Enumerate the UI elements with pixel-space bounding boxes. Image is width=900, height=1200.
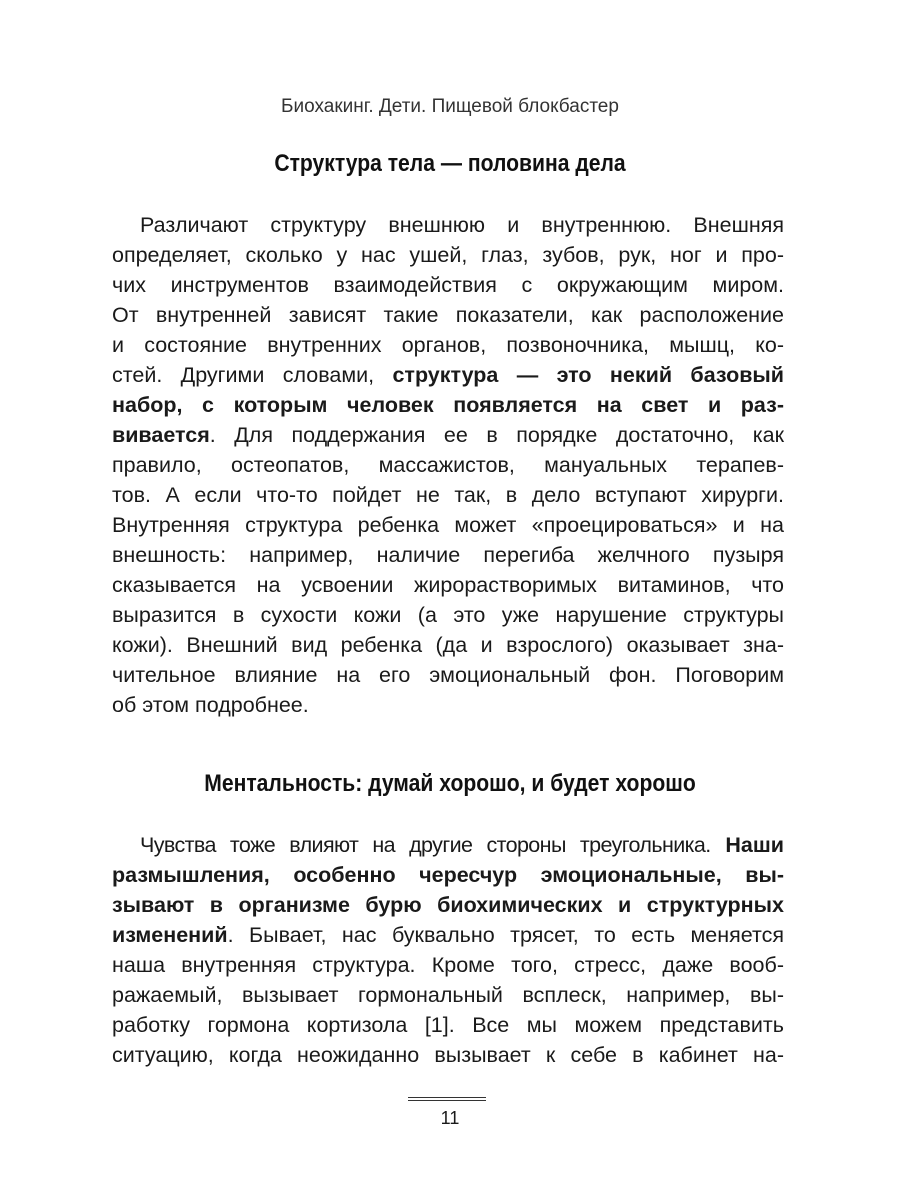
text-line: правило, остеопатов, массажистов, мануальных терапев-	[112, 453, 784, 477]
bold-text: зывают в организме бурю биохимических и структурных	[112, 893, 784, 917]
text-line: наша внутренняя структура. Кроме того, стресс, даже вооб-	[112, 953, 784, 977]
text-line	[112, 360, 784, 390]
text-line: работку гормона кортизола [1]. Все мы можем представить	[112, 1013, 784, 1037]
text-line: Внутренняя структура ребенка может «проецироваться» и на	[112, 513, 784, 537]
section-heading: Ментальность: думай хорошо, и будет хорошо	[204, 770, 696, 797]
bold-text: изменений	[112, 923, 228, 947]
page-number: 11	[440, 1108, 460, 1128]
paragraph	[112, 210, 784, 720]
text-line	[112, 860, 784, 890]
text-line: От внутренней зависят такие показатели, как расположение	[112, 303, 784, 327]
text-run: Чувства тоже влияют на другие стороны треугольника.	[140, 833, 711, 857]
text-line	[112, 920, 784, 950]
text-line	[112, 890, 784, 920]
text-line	[112, 830, 784, 860]
bold-text: структура — это некий базовый	[392, 363, 784, 387]
text-line: ситуацию, когда неожиданно вызывает к себе в кабинет на-	[112, 1043, 784, 1067]
text-line: сказывается на усвоении жирорастворимых витаминов, что	[112, 573, 784, 597]
text-line: чительное влияние на его эмоциональный фон. Поговорим	[112, 663, 784, 687]
text-line: тов. А если что-то пойдет не так, в дело вступают хирурги.	[112, 483, 784, 507]
paragraph	[112, 830, 784, 1070]
text-line: выразится в сухости кожи (а это уже нарушение структуры	[112, 603, 784, 627]
text-line	[112, 390, 784, 420]
text-line: и состояние внутренних органов, позвоночника, мышц, ко-	[112, 333, 784, 357]
text-run: стей. Другими словами,	[112, 363, 375, 387]
bold-text: набор, с которым человек появляется на свет и раз-	[112, 393, 784, 417]
footer-divider	[408, 1097, 486, 1101]
section-heading: Структура тела — половина дела	[274, 150, 626, 177]
bold-text: вивается	[112, 423, 210, 447]
text-run: . Бывает, нас буквально трясет, то есть меняется	[227, 923, 784, 947]
text-line: внешность: например, наличие перегиба желчного пузыря	[112, 543, 784, 567]
text-line: кожи). Внешний вид ребенка (да и взрослого) оказывает зна-	[112, 633, 784, 657]
text-line: ражаемый, вызывает гормональный всплеск, например, вы-	[112, 983, 784, 1007]
text-line	[112, 420, 784, 450]
running-header: Биохакинг. Дети. Пищевой блокбастер	[281, 96, 619, 117]
bold-text: Наши	[725, 833, 784, 857]
text-line: Различают структуру внешнюю и внутреннюю. Внешняя	[140, 213, 784, 237]
text-line: об этом подробнее.	[112, 693, 309, 717]
bold-text: размышления, особенно чересчур эмоциональные, вы-	[112, 863, 784, 887]
text-line: чих инструментов взаимодействия с окружающим миром.	[112, 273, 784, 297]
text-line: определяет, сколько у нас ушей, глаз, зубов, рук, ног и про-	[112, 243, 784, 267]
text-run: . Для поддержания ее в порядке достаточно, как	[209, 423, 784, 447]
